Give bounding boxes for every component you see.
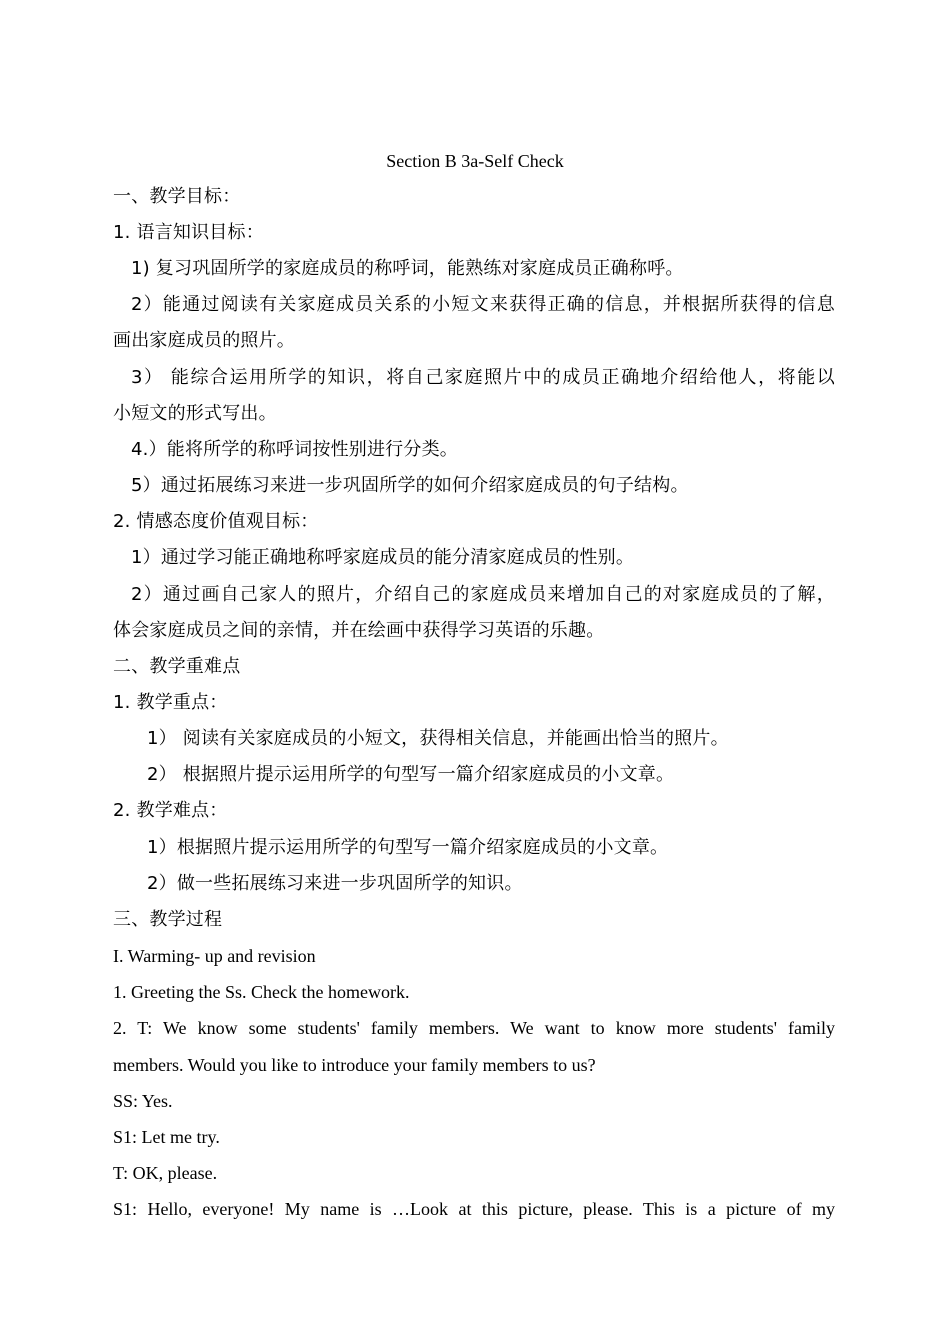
list-item: 3） 能综合运用所学的知识，将自己家庭照片中的成员正确地介绍给他人，将能以 (131, 367, 835, 388)
section-heading: 二、教学重难点 (113, 656, 241, 677)
document-title: Section B 3a-Self Check (386, 151, 564, 171)
paragraph-line: members. Would you like to introduce your family members to us? (113, 1055, 596, 1075)
section-heading: 一、教学目标： (113, 186, 241, 207)
list-item: 2）做一些拓展练习来进一步巩固所学的知识。 (147, 873, 523, 894)
dialogue-line: T: OK, please. (113, 1163, 218, 1183)
dialogue-line: S1: Let me try. (113, 1127, 220, 1147)
section-heading: 三、教学过程 (113, 909, 223, 930)
list-item: 2）通过画自己家人的照片，介绍自己的家庭成员来增加自己的对家庭成员的了解， (131, 584, 835, 605)
dialogue-line: S1: Hello, everyone! My name is …Look at this picture, please. This is a picture of my (113, 1199, 835, 1219)
list-item: 1) 复习巩固所学的家庭成员的称呼词，能熟练对家庭成员正确称呼。 (131, 258, 684, 279)
paragraph-line: 画出家庭成员的照片。 (113, 330, 295, 351)
list-item: 1） 阅读有关家庭成员的小短文，获得相关信息，并能画出恰当的照片。 (147, 728, 729, 749)
list-item: 2） 根据照片提示运用所学的句型写一篇介绍家庭成员的小文章。 (147, 764, 675, 785)
paragraph-line: 1. Greeting the Ss. Check the homework. (113, 982, 410, 1002)
list-item: 1）根据照片提示运用所学的句型写一篇介绍家庭成员的小文章。 (147, 837, 669, 858)
paragraph-line: 体会家庭成员之间的亲情，并在绘画中获得学习英语的乐趣。 (113, 620, 605, 641)
list-item: 1）通过学习能正确地称呼家庭成员的能分清家庭成员的性别。 (131, 547, 635, 568)
subsection-heading: 2. 教学难点： (113, 800, 228, 821)
paragraph-line: 2. T: We know some students' family members. We want to know more students' family (113, 1018, 835, 1038)
list-item: 4.）能将所学的称呼词按性别进行分类。 (131, 439, 458, 460)
paragraph-line: 小短文的形式写出。 (113, 403, 277, 424)
subsection-heading: 1. 语言知识目标： (113, 222, 264, 243)
dialogue-line: SS: Yes. (113, 1091, 173, 1111)
list-item: 2）能通过阅读有关家庭成员关系的小短文来获得正确的信息，并根据所获得的信息 (131, 294, 835, 315)
subsection-heading: 1. 教学重点： (113, 692, 228, 713)
step-heading: I. Warming- up and revision (113, 946, 316, 966)
subsection-heading: 2. 情感态度价值观目标： (113, 511, 319, 532)
list-item: 5）通过拓展练习来进一步巩固所学的如何介绍家庭成员的句子结构。 (131, 475, 689, 496)
